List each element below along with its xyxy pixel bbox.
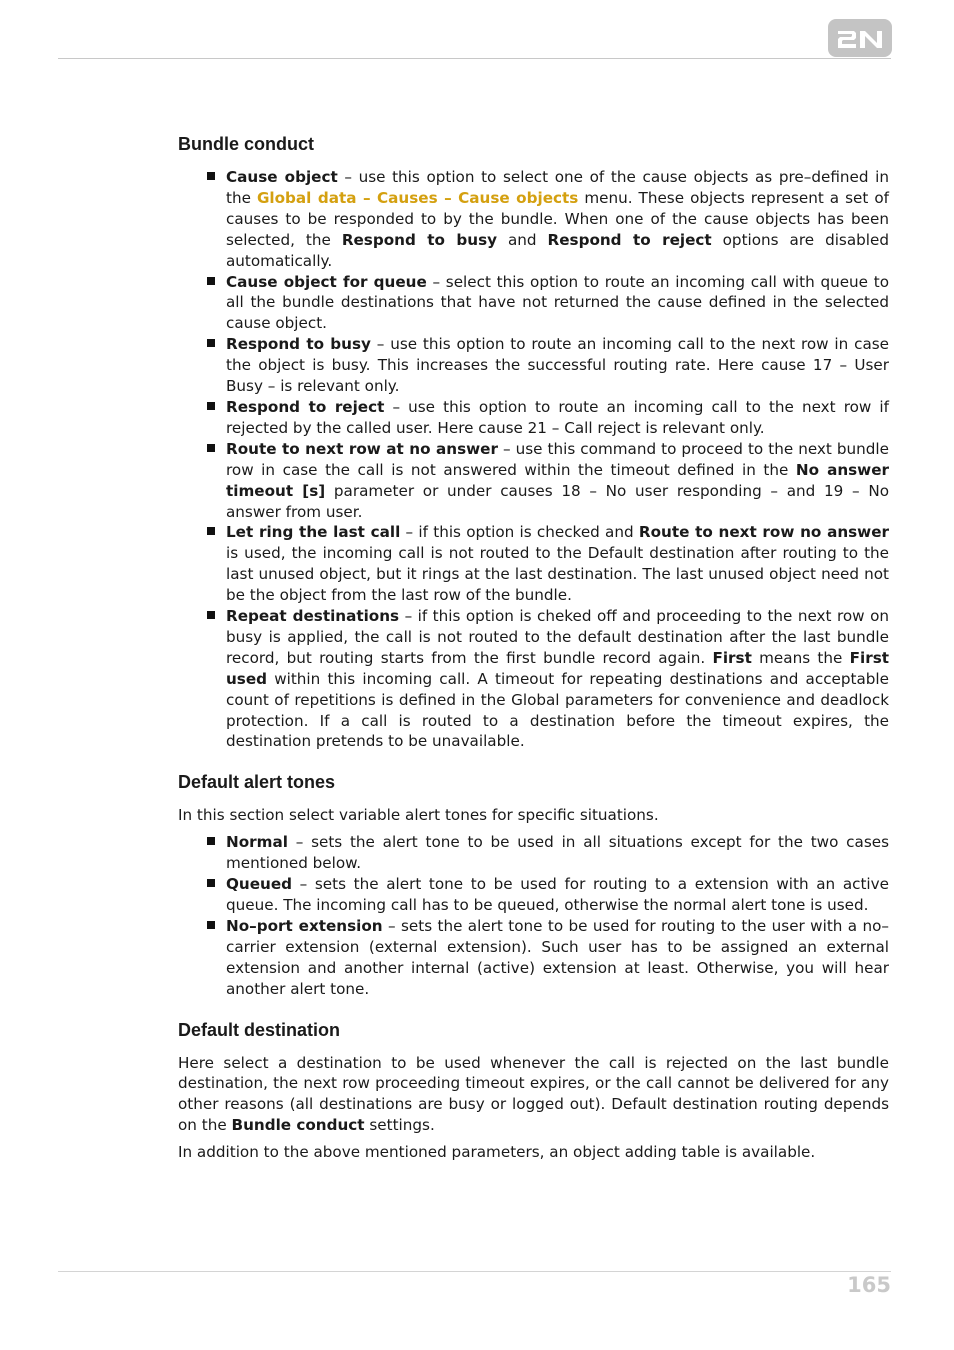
term: Repeat destinations (226, 607, 400, 626)
text: – sets the alert tone to be used in all situations except for the two cases mentioned below. (226, 833, 889, 873)
text: – use this option to route an incoming call to the next row in case the object is busy. This increases the successful routing rate. Here cause 17 – User Busy – is relevant only. (226, 335, 890, 396)
2n-logo-icon (828, 19, 892, 57)
paragraph (178, 1053, 889, 1137)
section-default-destination (178, 1016, 889, 1164)
paragraph: In addition to the above mentioned parameters, an object adding table is available. (178, 1143, 816, 1162)
section-title-bundle-conduct: Bundle conduct (178, 134, 314, 154)
bold-term: Respond to busy (341, 230, 498, 249)
bold-term: Respond to reject (547, 230, 712, 249)
term: Normal (226, 833, 288, 852)
bullet-square-icon (207, 611, 215, 619)
text: Here select a destination to be used whenever the call is rejected on the last bundle destination, the next row proceeding timeout expires, or the call cannot be delivered for any other reasons (all destinations are busy or logged out). Default destination routing depends on the (178, 1053, 889, 1135)
term: Let ring the last call (226, 523, 401, 542)
section-title-default-alert-tones: Default alert tones (178, 772, 336, 793)
text: – use this command to proceed to the next bundle row in case the call is not answered within the timeout defined in the (226, 439, 889, 479)
text: – if this option is checked and (400, 523, 639, 542)
section-default-alert-tones (178, 768, 889, 999)
list-item (178, 522, 889, 606)
list-item (178, 916, 889, 1000)
list-item (178, 439, 889, 523)
bullet-square-icon (207, 172, 215, 180)
bullet-square-icon (207, 277, 215, 285)
text: options are disabled automatically. (226, 230, 889, 270)
text: settings. (364, 1116, 435, 1135)
list-item (178, 272, 889, 335)
menu-path-link[interactable]: Global data – Causes – Cause objects (256, 188, 579, 207)
text: means the (751, 648, 850, 667)
text: parameter or under causes 18 – No user responding – and 19 – No answer from user. (226, 481, 889, 521)
list-item (178, 334, 889, 397)
text: – use this option to select one of the cause objects as pre–defined in the (226, 168, 889, 207)
term: Respond to reject (226, 397, 385, 416)
text: within this incoming call. A timeout for repeating destinations and acceptable count of repetitions is defined in the Global parameters for convenience and deadlock protection. If a call is routed to a destination before the timeout expires, the destination pretends to be unavailable. (226, 669, 889, 751)
bullet-square-icon (207, 879, 215, 887)
text: – select this option to route an incoming call with queue to all the bundle destinations that have not returned the cause defined in the selected cause object. (226, 272, 889, 333)
header-rule (58, 58, 891, 59)
bullet-square-icon (207, 527, 215, 535)
term: Queued (226, 875, 293, 894)
bold-term: No answer timeout [s] (226, 460, 889, 500)
list-item (178, 874, 889, 916)
bullet-square-icon (207, 444, 215, 452)
section-title-default-destination: Default destination (178, 1019, 341, 1040)
list-item (178, 167, 889, 272)
page-number: 165 (847, 1273, 891, 1297)
text: – use this option to route an incoming call to the next row if rejected by the called user. Here cause 21 – Call reject is relevant only. (226, 397, 889, 437)
text: – sets the alert tone to be used for routing to a extension with an active queue. The incoming call has to be queued, otherwise the normal alert tone is used. (226, 875, 889, 914)
bullet-square-icon (207, 921, 215, 929)
term: Cause object (226, 168, 338, 186)
term: Cause object for queue (226, 272, 427, 291)
alert-tones-list (178, 832, 889, 999)
text: – sets the alert tone to be used for routing to the user with a no–carrier extension (external extension). Such user has to be assigned an external extension and another internal (active) extension at least. Otherwise, you will hear another alert tone. (226, 916, 889, 998)
bullet-square-icon (207, 402, 215, 410)
bullet-square-icon (207, 837, 215, 845)
text: – if this option is cheked off and proceeding to the next row on busy is applied, the call is not routed to the default destination after the last bundle record, but routing starts from the first bundle record again. (226, 607, 889, 667)
text: and (497, 230, 548, 249)
list-item (178, 606, 889, 752)
section-intro: In this section select variable alert tones for specific situations. (178, 806, 659, 825)
bold-term: Bundle conduct (231, 1116, 365, 1135)
term: Respond to busy (226, 335, 371, 354)
page-content (178, 130, 889, 1169)
list-item (178, 832, 889, 874)
bundle-conduct-list (178, 167, 889, 752)
bullet-square-icon (207, 339, 215, 347)
term: Route to next row at no answer (226, 439, 498, 458)
text: is used, the incoming call is not routed to the Default destination after routing to the last unused object, but it rings at the last destination. The last unused object need not be the object from the last row of the bundle. (226, 544, 889, 605)
text: menu. These objects represent a set of causes to be responded to by the bundle. When one of the cause objects has been selected, the (226, 188, 889, 249)
term: No–port extension (226, 916, 383, 935)
bold-term: First used (226, 648, 889, 688)
bold-term: Route to next row no answer (638, 523, 889, 542)
footer-rule (58, 1271, 891, 1272)
list-item (178, 397, 889, 439)
bold-term: First (712, 648, 752, 667)
section-bundle-conduct (178, 130, 889, 752)
